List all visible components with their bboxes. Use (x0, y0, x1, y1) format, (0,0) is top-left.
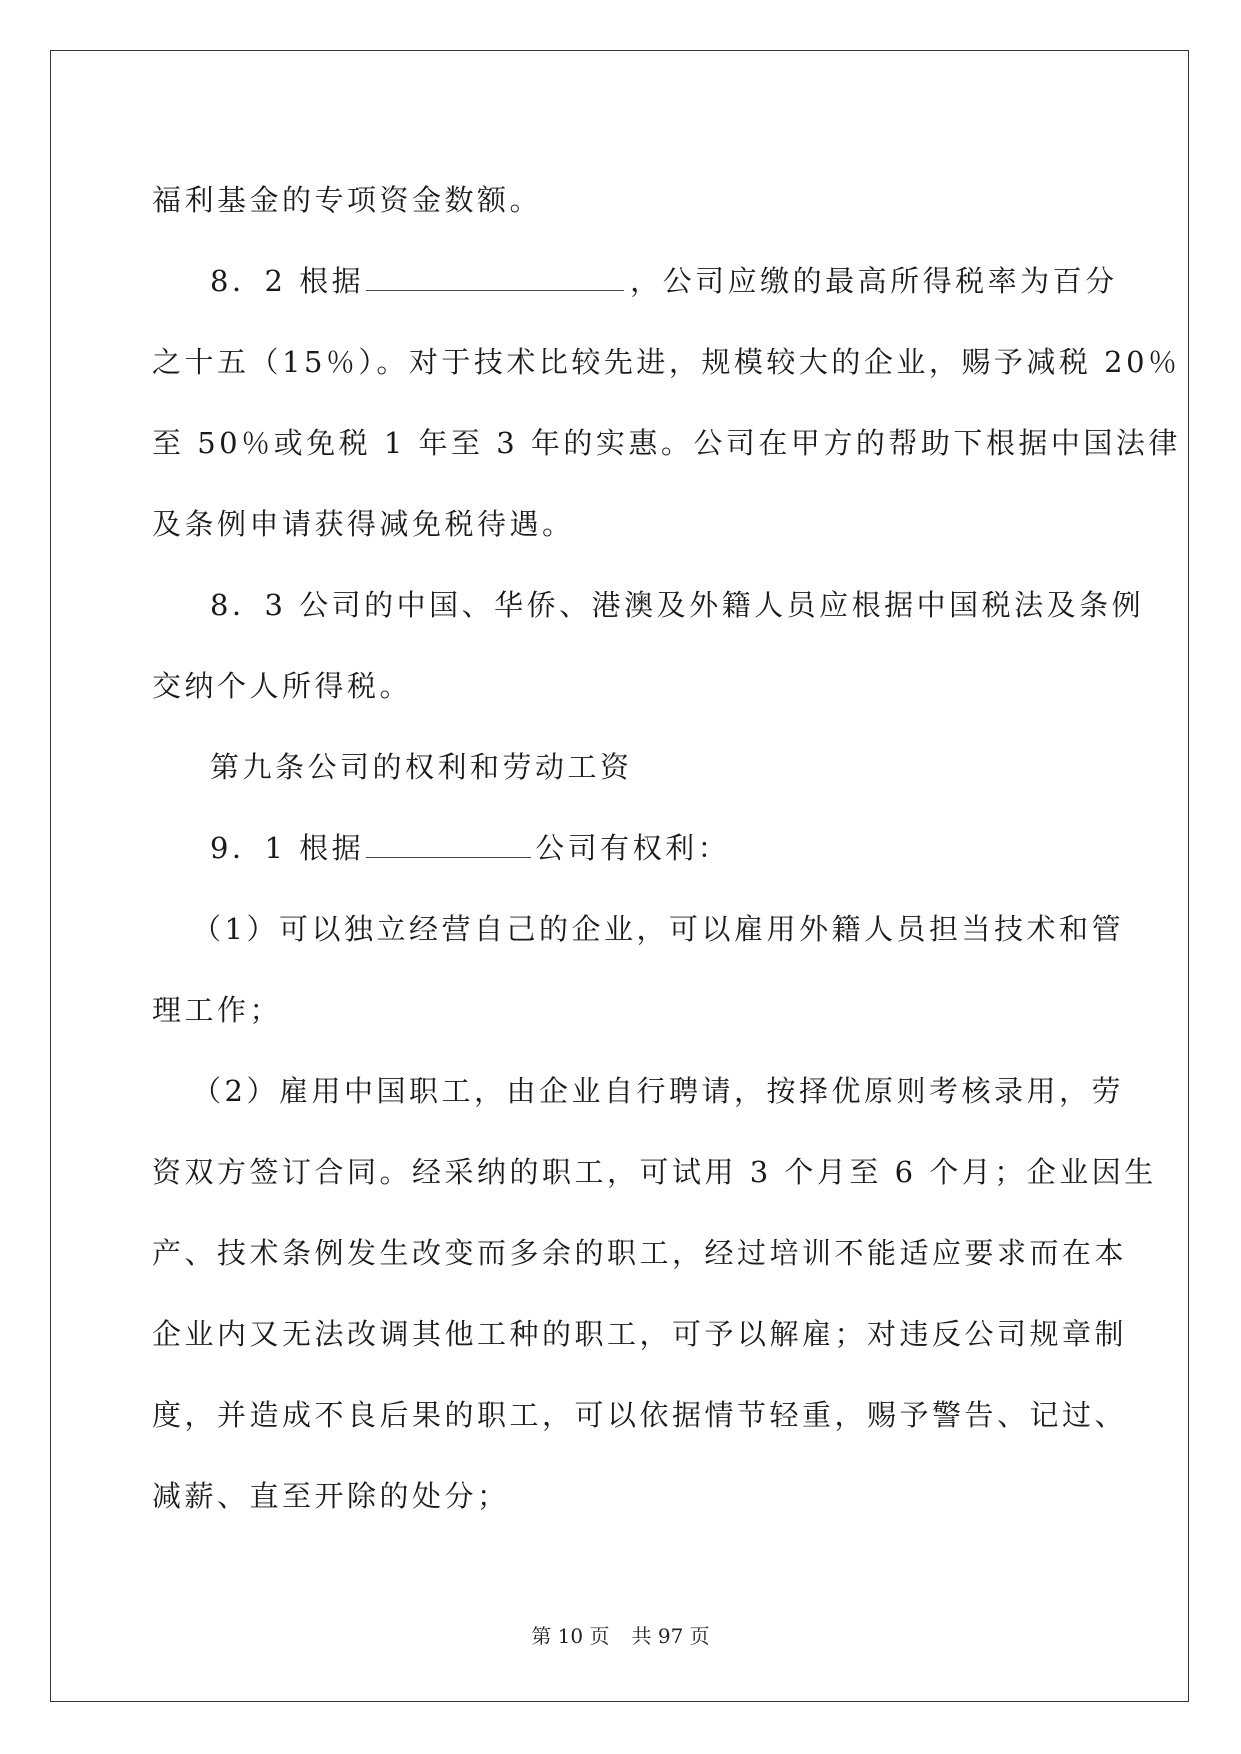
line-14: 产、技术条例发生改变而多余的职工，经过培训不能适应要求而在本 (152, 1236, 1128, 1270)
line-10: （1）可以独立经营自己的企业，可以雇用外籍人员担当技术和管 (192, 912, 1124, 946)
line-4: 至 50％或免税 1 年至 3 年的实惠。公司在甲方的帮助下根据中国法律 (152, 426, 1181, 460)
line-2 (152, 241, 1118, 322)
line-9-suffix: 公司有权利： (535, 831, 731, 865)
line-7: 交纳个人所得税。 (152, 669, 413, 703)
section-heading: 第九条公司的权利和劳动工资 (210, 750, 633, 784)
line-11: 理工作； (152, 993, 283, 1027)
fill-in-blank (366, 831, 531, 858)
page-footer (0, 1620, 1241, 1649)
line-5: 及条例申请获得减免税待遇。 (152, 507, 575, 541)
line-2-prefix: 8．2 根据 (210, 264, 365, 298)
line-16: 度，并造成不良后果的职工，可以依据情节轻重，赐予警告、记过、 (152, 1398, 1128, 1432)
page-number-current: 第 10 页 (531, 1624, 610, 1648)
line-6: 8．3 公司的中国、华侨、港澳及外籍人员应根据中国税法及条例 (210, 588, 1145, 622)
line-1: 福利基金的专项资金数额。 (152, 183, 543, 217)
line-3: 之十五（15％）。对于技术比较先进，规模较大的企业，赐予减税 20％ (152, 345, 1181, 379)
fill-in-blank (366, 264, 624, 291)
line-15: 企业内又无法改调其他工种的职工，可予以解雇；对违反公司规章制 (152, 1317, 1128, 1351)
line-17: 减薪、直至开除的处分； (152, 1479, 510, 1513)
line-12: （2）雇用中国职工，由企业自行聘请，按择优原则考核录用，劳 (192, 1074, 1124, 1108)
line-9-prefix: 9．1 根据 (210, 831, 365, 865)
line-2-suffix: ，公司应缴的最高所得税率为百分 (630, 264, 1118, 298)
page-number-total: 共 97 页 (631, 1624, 710, 1648)
document-body (152, 160, 1181, 1537)
line-9 (152, 808, 1102, 889)
line-13: 资双方签订合同。经采纳的职工，可试用 3 个月至 6 个月；企业因生 (152, 1155, 1157, 1189)
